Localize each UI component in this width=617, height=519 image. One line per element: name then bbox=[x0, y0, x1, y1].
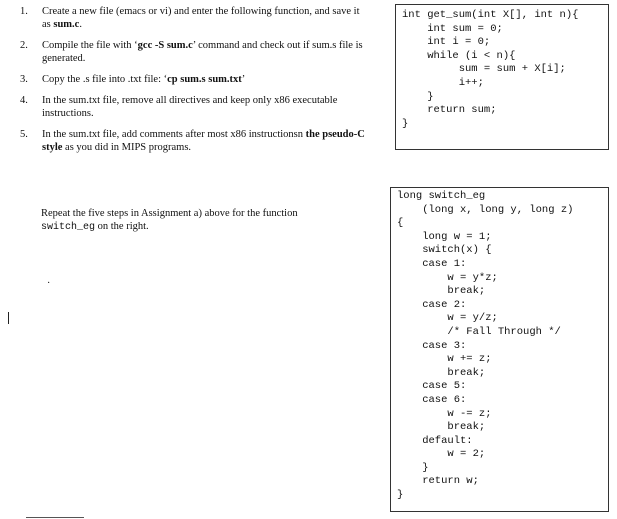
code-line: i++; bbox=[402, 76, 484, 89]
step-text: In the sum.txt file, add comments after most x86 instructionsn bbox=[42, 129, 306, 140]
step-text: Compile the file with ‘ bbox=[42, 40, 138, 51]
step-number: 4. bbox=[20, 95, 28, 106]
step-number: 5. bbox=[20, 129, 28, 140]
code-line: sum = sum + X[i]; bbox=[402, 63, 566, 76]
code-line: break; bbox=[397, 421, 486, 434]
code-line: int get_sum(int X[], int n){ bbox=[402, 9, 579, 21]
code-line: int i = 0; bbox=[402, 36, 491, 49]
code-line: w -= z; bbox=[397, 407, 492, 420]
text-cursor bbox=[8, 312, 9, 324]
code-line: } bbox=[397, 461, 429, 474]
step-text: as you did in MIPS programs. bbox=[62, 142, 192, 153]
code-line: case 3: bbox=[397, 339, 467, 352]
step-item bbox=[16, 128, 370, 154]
step-number: 2. bbox=[20, 40, 28, 51]
get-sum-code-box bbox=[395, 4, 609, 150]
code-line: default: bbox=[397, 434, 473, 447]
code-line: w = y*z; bbox=[397, 271, 498, 284]
code-line: } bbox=[402, 90, 434, 103]
switch-eg-code bbox=[397, 190, 602, 503]
step-item bbox=[16, 5, 370, 31]
code-line: case 5: bbox=[397, 380, 467, 393]
step-item bbox=[16, 73, 370, 86]
step-emphasis: cp sum.s sum.txt bbox=[167, 74, 242, 85]
code-line: (long x, long y, long z) bbox=[397, 203, 574, 216]
step-number: 1. bbox=[20, 6, 28, 17]
code-line: case 1: bbox=[397, 257, 467, 270]
step-text: Copy the .s file into .txt file: ‘ bbox=[42, 74, 168, 85]
step-text: ’ command and check out if sum.s file is generated. bbox=[42, 40, 363, 64]
switch-eg-code-box bbox=[390, 187, 609, 512]
code-line: break; bbox=[397, 366, 486, 379]
code-line: case 6: bbox=[397, 393, 467, 406]
step-emphasis: gcc -S sum.c bbox=[137, 40, 193, 51]
step-number: 3. bbox=[20, 74, 28, 85]
code-line: return sum; bbox=[402, 104, 497, 117]
bottom-divider bbox=[26, 517, 84, 518]
code-line: int sum = 0; bbox=[402, 22, 503, 35]
code-line: break; bbox=[397, 285, 486, 298]
code-line: /* Fall Through */ bbox=[397, 325, 561, 338]
step-item bbox=[16, 39, 370, 65]
code-line: long switch_eg bbox=[397, 190, 486, 202]
step-text: Create a new file (emacs or vi) and enter the following function, and save it as bbox=[42, 6, 360, 30]
step-item bbox=[16, 94, 370, 120]
code-line: w = 2; bbox=[397, 448, 486, 461]
code-line: } bbox=[397, 489, 404, 502]
function-name-inline: switch_eg bbox=[41, 222, 96, 233]
step-emphasis: the pseudo-C style bbox=[42, 129, 365, 153]
step-text: . bbox=[79, 19, 82, 30]
get-sum-code bbox=[402, 9, 602, 131]
step-text: ’ bbox=[241, 74, 246, 85]
step-text: In the sum.txt file, remove all directives and keep only x86 executable instructions. bbox=[42, 95, 338, 119]
assignment-steps-list bbox=[16, 5, 370, 162]
repeat-text-after: on the right. bbox=[95, 221, 149, 232]
step-emphasis: sum.c bbox=[53, 19, 80, 30]
code-line: w = y/z; bbox=[397, 312, 498, 325]
code-line: w += z; bbox=[397, 353, 492, 366]
code-line: return w; bbox=[397, 475, 479, 488]
code-line: case 2: bbox=[397, 298, 467, 311]
code-line: while (i < n){ bbox=[402, 49, 516, 62]
code-line: } bbox=[402, 117, 409, 130]
code-line: long w = 1; bbox=[397, 230, 492, 243]
repeat-instruction bbox=[41, 207, 341, 234]
code-line: { bbox=[397, 217, 404, 230]
repeat-text-before: Repeat the five steps in Assignment a) above for the function bbox=[41, 208, 298, 219]
bullet-dot: · bbox=[47, 278, 51, 289]
code-line: switch(x) { bbox=[397, 244, 492, 257]
